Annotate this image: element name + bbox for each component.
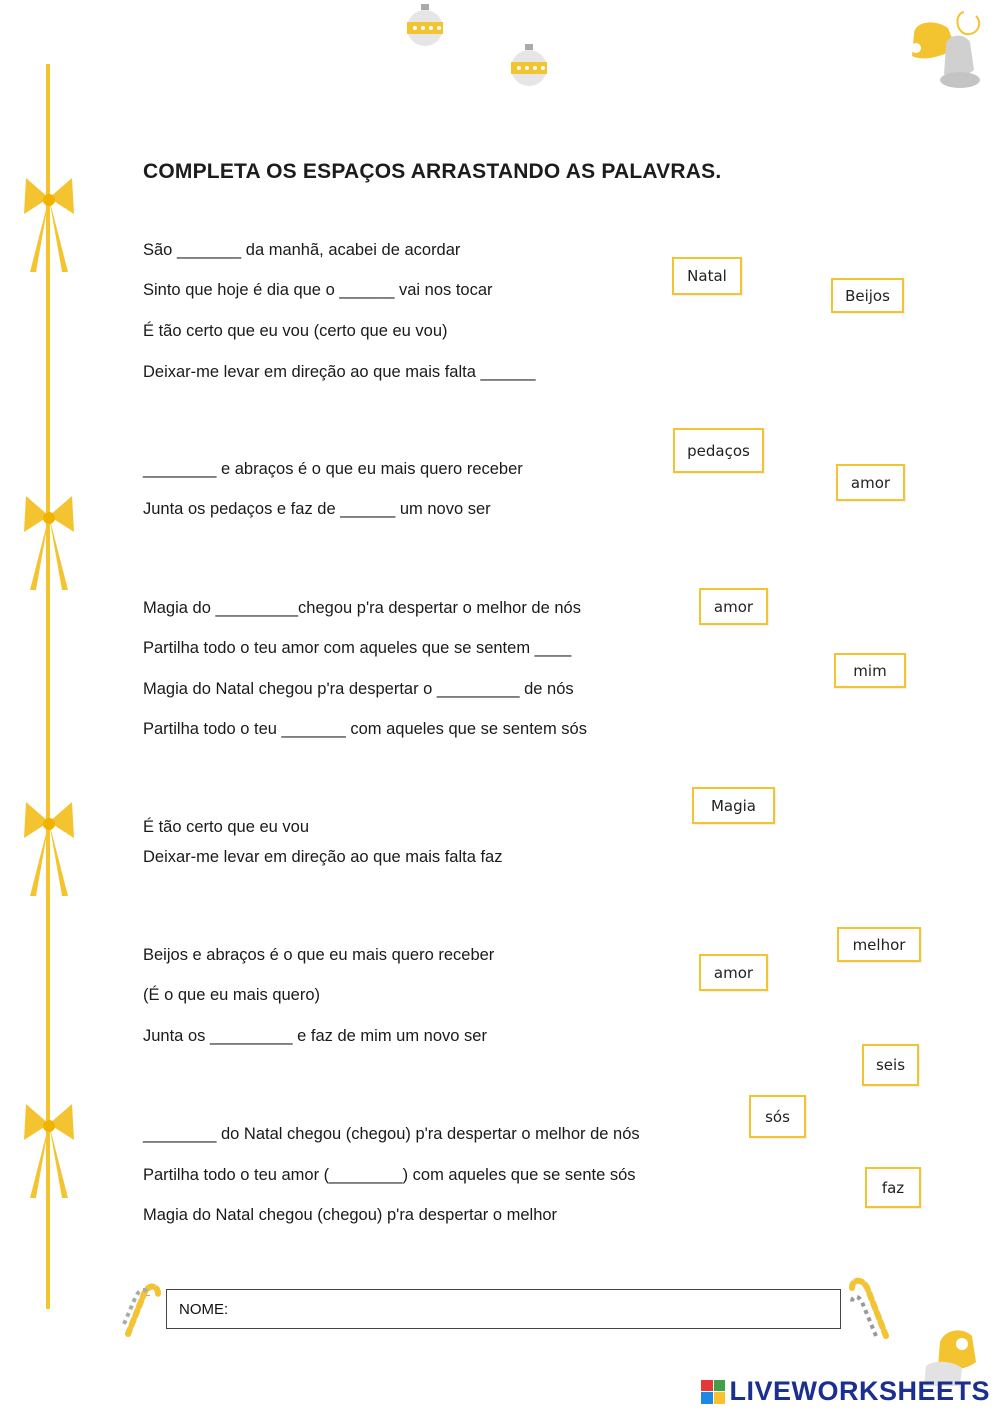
lyric-line: Sinto que hoje é dia que o ______ vai nos tocar — [143, 281, 493, 299]
word-chip-beijos[interactable]: Beijos — [831, 278, 904, 313]
lyric-line: São _______ da manhã, acabei de acordar — [143, 241, 461, 259]
word-chip-amor[interactable]: amor — [699, 588, 768, 625]
brand-logo — [701, 1376, 990, 1407]
ornament-icon — [404, 2, 446, 48]
lyric-line: (É o que eu mais quero) — [143, 986, 321, 1004]
lyric-line: Partilha todo o teu _______ com aqueles que se sentem sós — [143, 720, 587, 738]
word-chip-faz[interactable]: faz — [865, 1167, 921, 1208]
lyric-line: Magia do Natal chegou p'ra despertar o _________ de nós — [143, 680, 574, 698]
ribbon-bow-icon — [22, 176, 76, 276]
brand-name: LIVEWORKSHEETS — [729, 1376, 990, 1406]
word-chip-sos[interactable]: sós — [749, 1095, 806, 1138]
word-chip-pedacos[interactable]: pedaços — [673, 428, 764, 473]
lyric-line: Partilha todo o teu amor com aqueles que se sentem ____ — [143, 639, 572, 657]
page-title: COMPLETA OS ESPAÇOS ARRASTANDO AS PALAVRAS. — [143, 160, 722, 183]
word-chip-seis[interactable]: seis — [862, 1044, 919, 1086]
word-chip-amor[interactable]: amor — [699, 954, 768, 991]
lyric-line: ________ do Natal chegou (chegou) p'ra despertar o melhor de nós — [143, 1125, 640, 1143]
name-field[interactable] — [166, 1289, 841, 1329]
lyric-line: ________ e abraços é o que eu mais quero receber — [143, 460, 523, 478]
lyric-line: Magia do _________chegou p'ra despertar o melhor de nós — [143, 599, 581, 617]
lyric-line: Deixar-me levar em direção ao que mais falta ______ — [143, 363, 536, 381]
lyric-line: Junta os pedaços e faz de ______ um novo ser — [143, 500, 491, 518]
lyric-line: Magia do Natal chegou (chegou) p'ra despertar o melhor — [143, 1206, 558, 1224]
ribbon-bow-icon — [22, 1102, 76, 1202]
ornament-icon — [508, 42, 550, 88]
name-label: NOME: — [179, 1300, 229, 1318]
word-chip-mim[interactable]: mim — [834, 653, 906, 688]
lyric-line: Beijos e abraços é o que eu mais quero receber — [143, 946, 495, 964]
candy-cane-icon — [846, 1270, 894, 1340]
lyric-line: É tão certo que eu vou (certo que eu vou) — [143, 322, 448, 340]
lyric-line: Junta os _________ e faz de mim um novo ser — [143, 1027, 487, 1045]
candy-cane-icon — [118, 1276, 164, 1338]
ribbon-bow-icon — [22, 494, 76, 594]
word-chip-melhor[interactable]: melhor — [837, 927, 921, 962]
lyric-line: Deixar-me levar em direção ao que mais falta faz — [143, 848, 503, 866]
lyric-line: Partilha todo o teu amor (________) com aqueles que se sente sós — [143, 1166, 636, 1184]
bell-icon — [904, 4, 996, 94]
ribbon-bow-icon — [22, 800, 76, 900]
word-chip-magia[interactable]: Magia — [692, 787, 775, 824]
lyric-line: É tão certo que eu vou — [143, 818, 310, 836]
liveworksheets-logo-icon — [701, 1380, 725, 1404]
word-chip-amor[interactable]: amor — [836, 464, 905, 501]
word-chip-natal[interactable]: Natal — [672, 257, 742, 295]
